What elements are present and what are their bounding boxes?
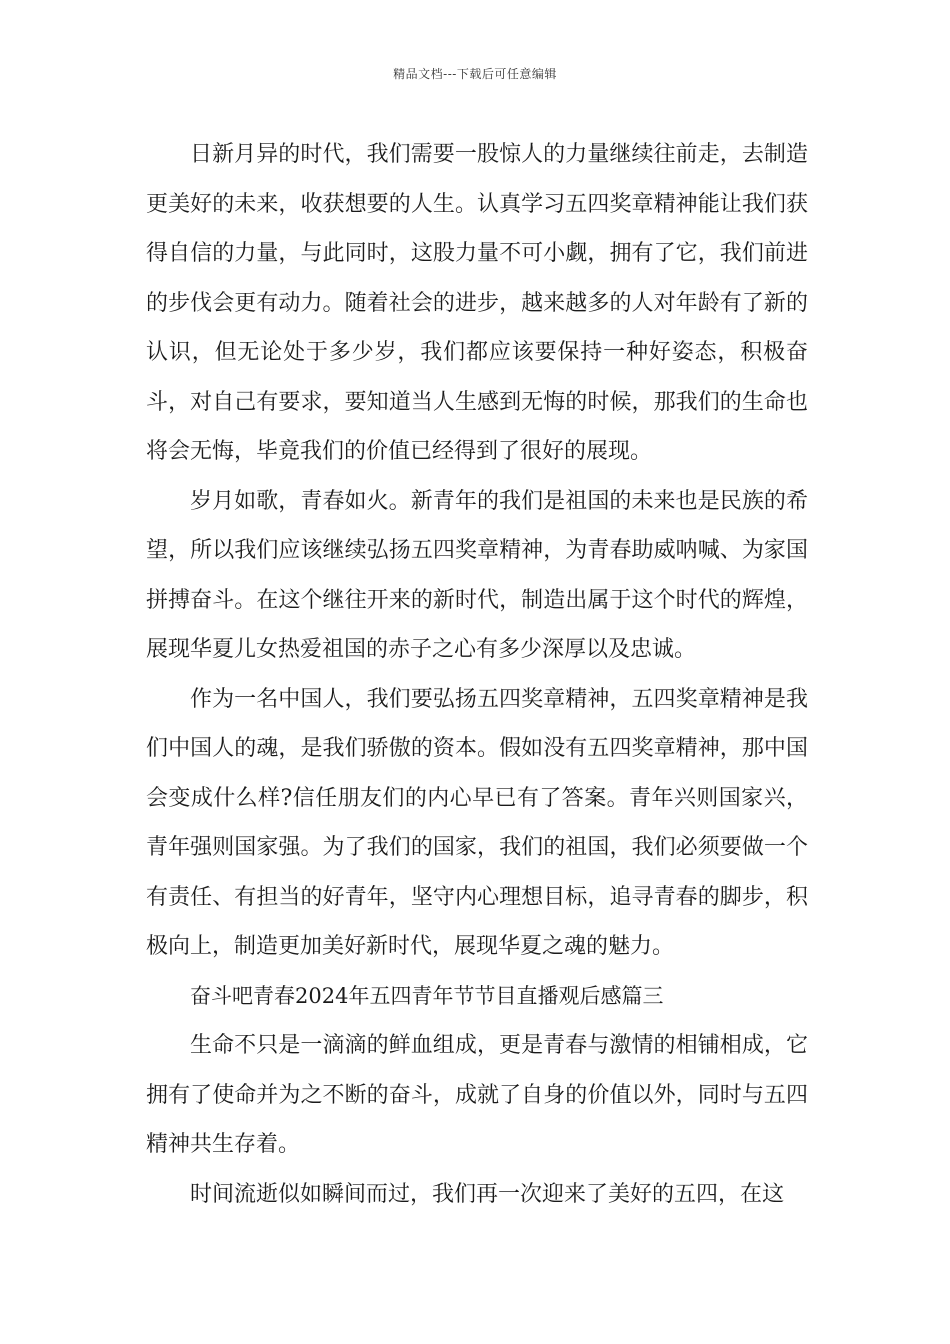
paragraph: 作为一名中国人，我们要弘扬五四奖章精神，五四奖章精神是我们中国人的魂，是我们骄傲的资本。假如没有五四奖章精神，那中国会变成什么样?信任朋友们的内心早已有了答案。青年兴则国家兴，青年强则国家强。为了我们的国家，我们的祖国，我们必须要做一个有责任、有担当的好青年，坚守内心理想目标，追寻青春的脚步，积极向上，制造更加美好新时代，展现华夏之魂的魅力。 xyxy=(146,686,808,959)
paragraph: 时间流逝似如瞬间而过，我们再一次迎来了美好的五四，在这 xyxy=(190,1181,785,1207)
section-title: 奋斗吧青春2024年五四青年节节目直播观后感篇三 xyxy=(190,983,664,1008)
document-body xyxy=(146,130,808,1219)
paragraph: 日新月异的时代，我们需要一股惊人的力量继续往前走，去制造更美好的未来，收获想要的人生。认真学习五四奖章精神能让我们获得自信的力量，与此同时，这股力量不可小觑，拥有了它，我们前进的步伐会更有动力。随着社会的进步，越来越多的人对年龄有了新的认识，但无论处于多少岁，我们都应该要保持一种好姿态，积极奋斗，对自己有要求，要知道当人生感到无悔的时候，那我们的生命也将会无悔，毕竟我们的价值已经得到了很好的展现。 xyxy=(146,142,808,464)
paragraph: 岁月如歌，青春如火。新青年的我们是祖国的未来也是民族的希望，所以我们应该继续弘扬五四奖章精神，为青春助威呐喊、为家国拼搏奋斗。在这个继往开来的新时代，制造出属于这个时代的辉煌，展现华夏儿女热爱祖国的赤子之心有多少深厚以及忠诚。 xyxy=(146,488,808,662)
page-header: 精品文档---下载后可任意编辑 xyxy=(393,67,557,81)
paragraph: 生命不只是一滴滴的鲜血组成，更是青春与激情的相铺相成，它拥有了使命并为之不断的奋斗，成就了自身的价值以外，同时与五四精神共生存着。 xyxy=(146,1033,808,1157)
